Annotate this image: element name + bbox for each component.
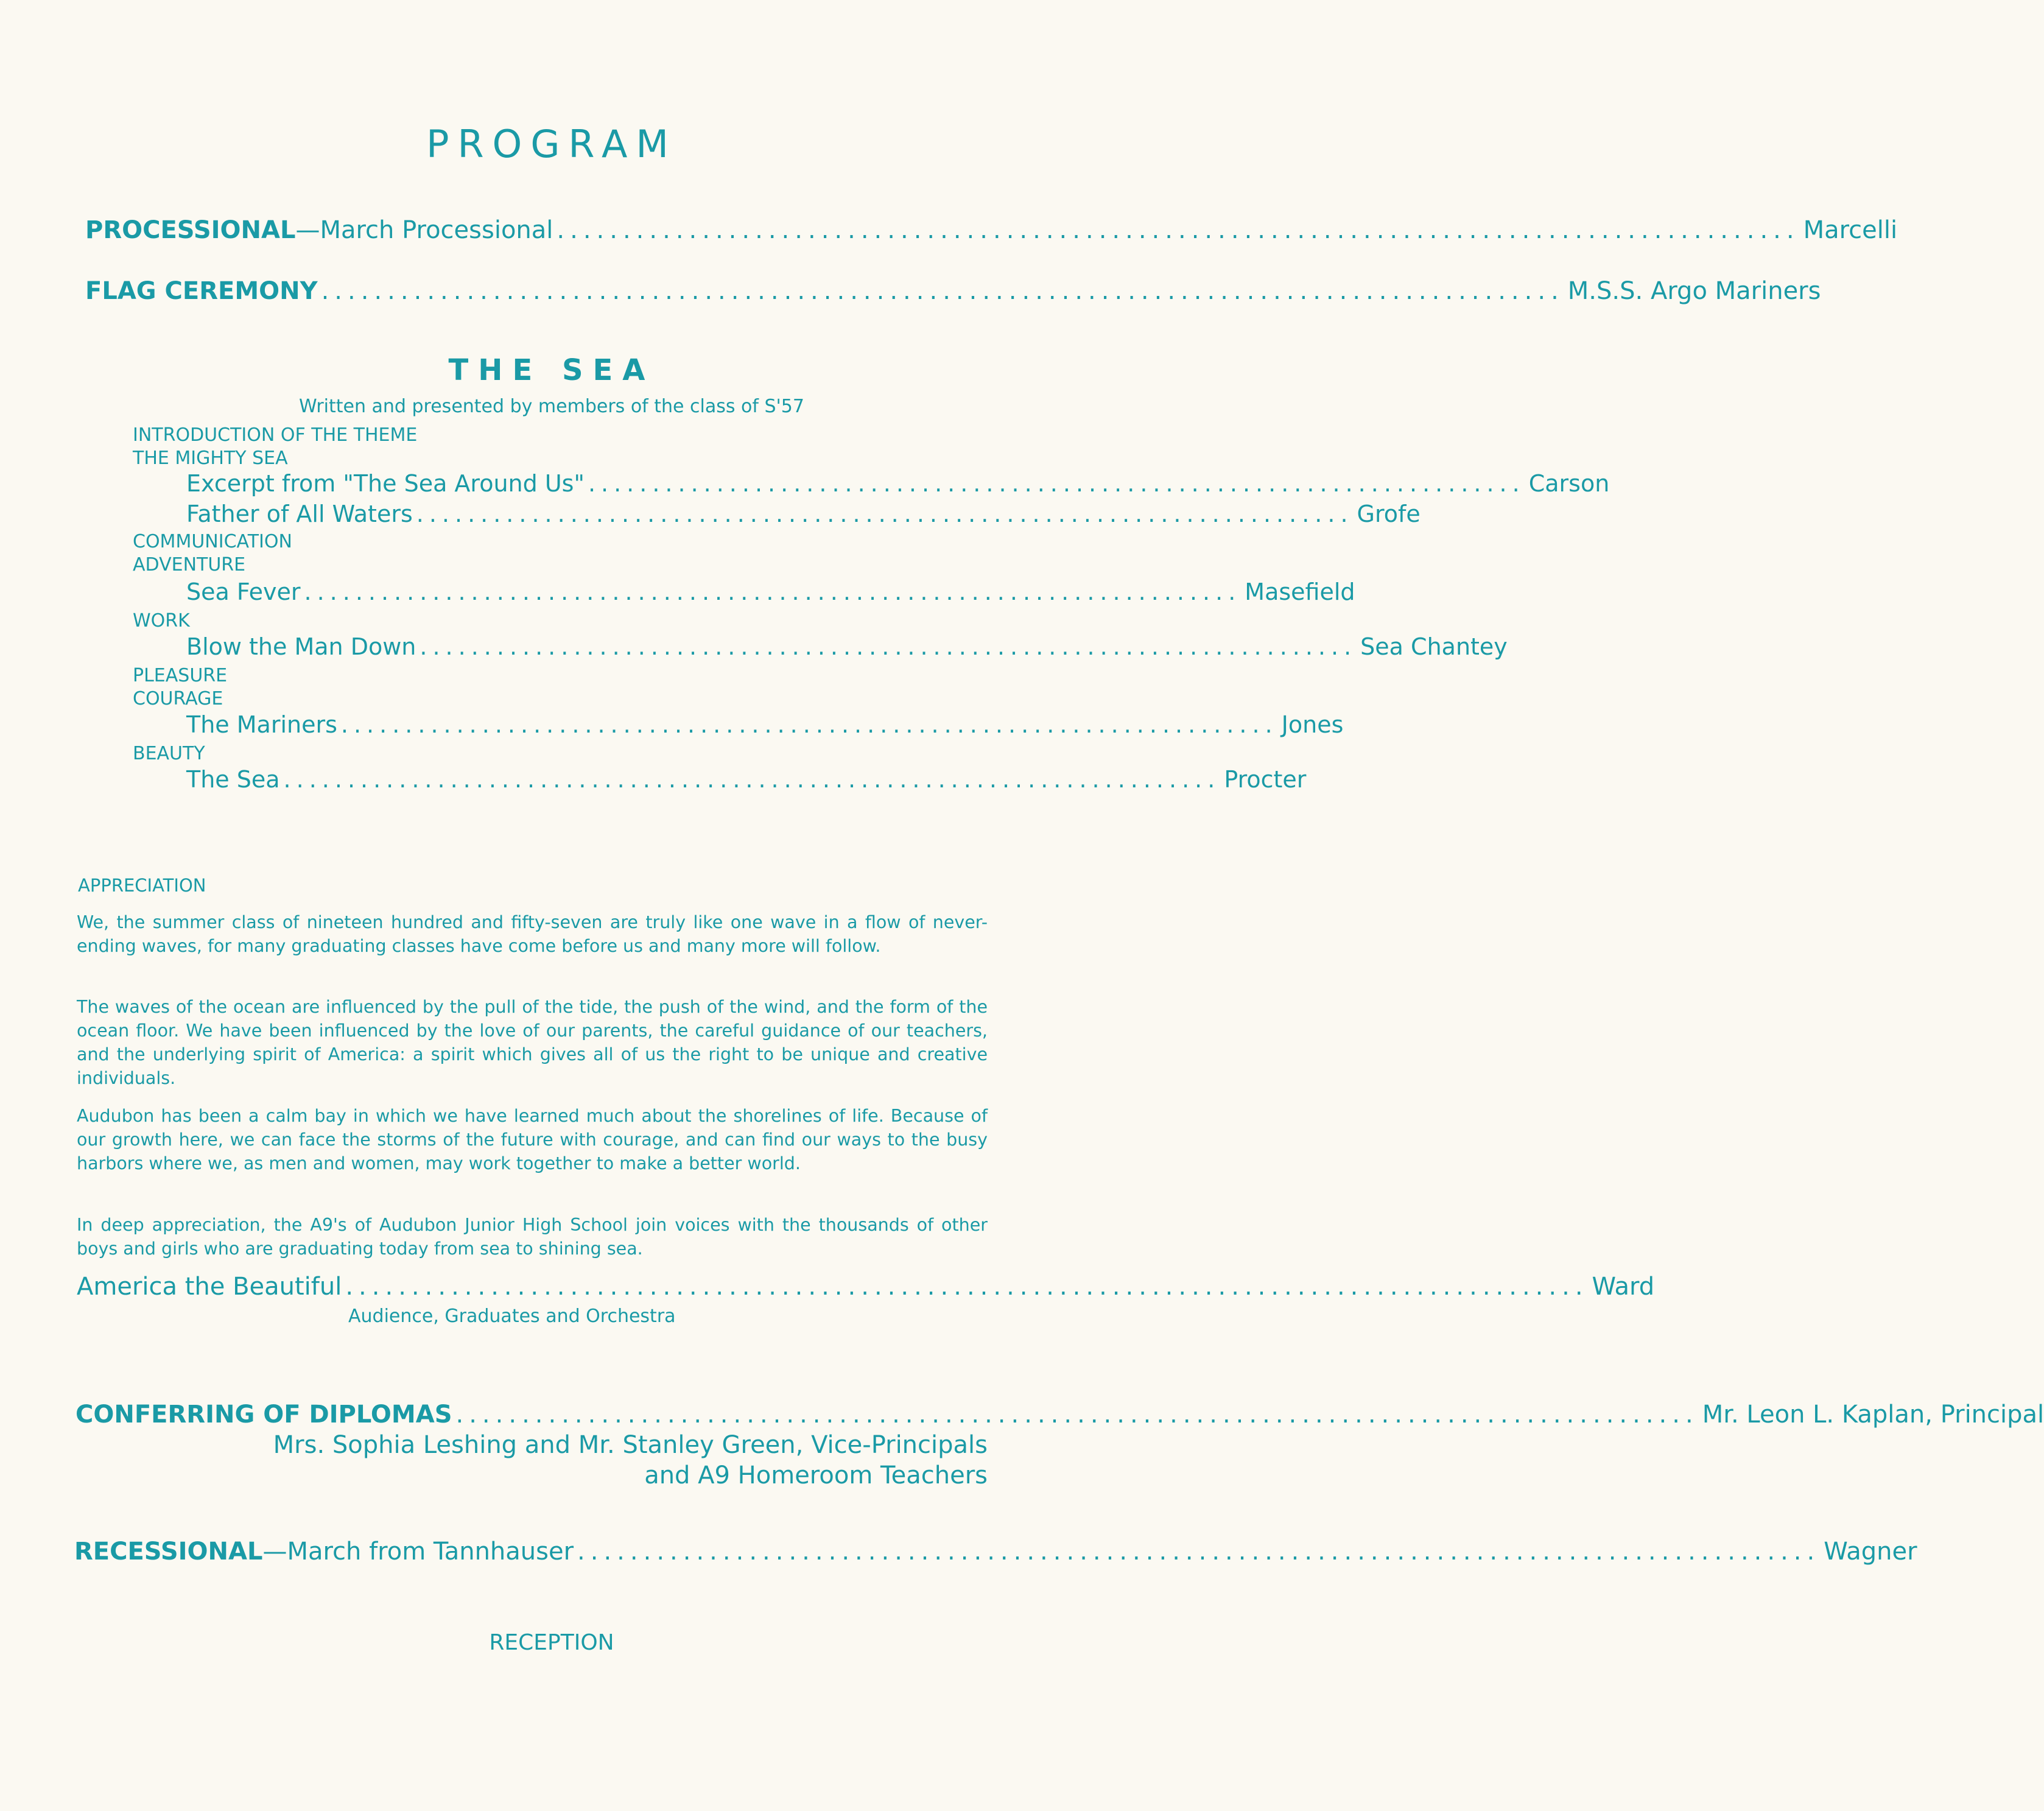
page-title: PROGRAM [426, 122, 677, 166]
leader-dots: .............................................................................................. [577, 1538, 1821, 1566]
leader-dots: .............................................................................................. [557, 216, 1800, 244]
leader-dots: .............................................................................................. [345, 1273, 1589, 1301]
section-pleasure: PLEASURE [133, 665, 228, 686]
song-composer: Ward [1592, 1273, 1655, 1301]
section-adventure: ADVENTURE [133, 554, 246, 575]
appreciation-paragraph: The waves of the ocean are influenced by the pull of the tide, the push of the wind, and the form of the ocean floor. We have been influenced by the love of our parents, the careful guidance of our teachers, and the underlying spirit of America: a spirit which gives all of us the right to be unique and creative individuals. [77, 997, 988, 1088]
appreciation-paragraph: Audubon has been a calm bay in which we have learned much about the shorelines of life. Because of our growth here, we can face the storms of the future with courage, and can find our ways to the busy harbors where we, as men and women, may work together to make a better world. [77, 1106, 988, 1173]
processional-row [85, 216, 1898, 244]
piece-excerpt-title: Excerpt from "The Sea Around Us" [186, 470, 585, 497]
leader-dots: .............................................................................................. [455, 1401, 1699, 1429]
processional-dash: — [295, 216, 320, 244]
section-title-the-sea: THE SEA [448, 353, 655, 387]
piece-mariners-row [186, 711, 1344, 738]
leader-dots: ......................................................................... [340, 711, 1278, 738]
piece-sea-fever-row [186, 578, 1355, 605]
leader-dots: ......................................................................... [588, 470, 1525, 497]
flag-ceremony-label: FLAG CEREMONY [85, 277, 318, 305]
leader-dots: ......................................................................... [304, 578, 1242, 605]
piece-the-sea-title: The Sea [186, 766, 280, 793]
piece-excerpt-author: Carson [1528, 470, 1610, 497]
leader-dots: ......................................................................... [283, 766, 1221, 793]
processional-composer: Marcelli [1803, 216, 1898, 244]
piece-father-author: Grofe [1357, 501, 1421, 527]
appreciation-paragraph: In deep appreciation, the A9's of Audubon Junior High School join voices with the thousands of other boys and girls who are graduating today from sea to shining sea. [77, 1215, 988, 1259]
piece-blow-row [186, 633, 1508, 660]
piece-blow-author: Sea Chantey [1360, 633, 1508, 660]
diplomas-row [76, 1401, 2044, 1429]
section-communication: COMMUNICATION [133, 531, 292, 552]
piece-blow-title: Blow the Man Down [186, 633, 416, 660]
piece-mariners-author: Jones [1281, 711, 1344, 738]
section-work: WORK [133, 610, 190, 631]
flag-ceremony-row [85, 277, 1821, 305]
reception-label: RECEPTION [489, 1630, 614, 1655]
song-performers: Audience, Graduates and Orchestra [348, 1306, 676, 1327]
flag-ceremony-performer: M.S.S. Argo Mariners [1567, 277, 1821, 305]
recessional-row [74, 1538, 1917, 1566]
piece-excerpt-row [186, 470, 1610, 497]
leader-dots: ......................................................................... [416, 501, 1354, 527]
diplomas-teachers: and A9 Homeroom Teachers [644, 1461, 988, 1489]
section-introduction: INTRODUCTION OF THE THEME [133, 424, 418, 446]
appreciation-heading: APPRECIATION [78, 875, 206, 896]
piece-father-title: Father of All Waters [186, 501, 413, 527]
recessional-dash: — [262, 1538, 287, 1566]
section-mighty-sea: THE MIGHTY SEA [133, 448, 288, 469]
recessional-composer: Wagner [1824, 1538, 1917, 1566]
diplomas-principal: Mr. Leon L. Kaplan, Principal [1702, 1401, 2044, 1429]
song-title: America the Beautiful [77, 1273, 342, 1301]
leader-dots: .............................................................................................. [321, 277, 1564, 305]
piece-sea-fever-title: Sea Fever [186, 578, 301, 605]
piece-sea-fever-author: Masefield [1245, 578, 1355, 605]
piece-the-sea-author: Procter [1224, 766, 1307, 793]
piece-father-row [186, 501, 1421, 527]
section-courage: COURAGE [133, 688, 223, 709]
recessional-label: RECESSIONAL [74, 1538, 263, 1566]
processional-piece: March Processional [320, 216, 553, 244]
diplomas-vice-principals: Mrs. Sophia Leshing and Mr. Stanley Green, Vice-Principals [273, 1431, 988, 1459]
diplomas-label: CONFERRING OF DIPLOMAS [76, 1401, 452, 1429]
the-sea-credit: Written and presented by members of the class of S'57 [299, 396, 804, 417]
piece-the-sea-row [186, 766, 1307, 793]
piece-mariners-title: The Mariners [186, 711, 337, 738]
leader-dots: ......................................................................... [420, 633, 1357, 660]
song-row [77, 1273, 1655, 1301]
recessional-piece: March from Tannhauser [287, 1538, 574, 1566]
processional-label: PROCESSIONAL [85, 216, 296, 244]
appreciation-paragraph: We, the summer class of nineteen hundred and fifty-seven are truly like one wave in a flow of never-ending waves, for many graduating classes have come before us and many more will follow. [77, 912, 988, 956]
section-beauty: BEAUTY [133, 743, 205, 764]
